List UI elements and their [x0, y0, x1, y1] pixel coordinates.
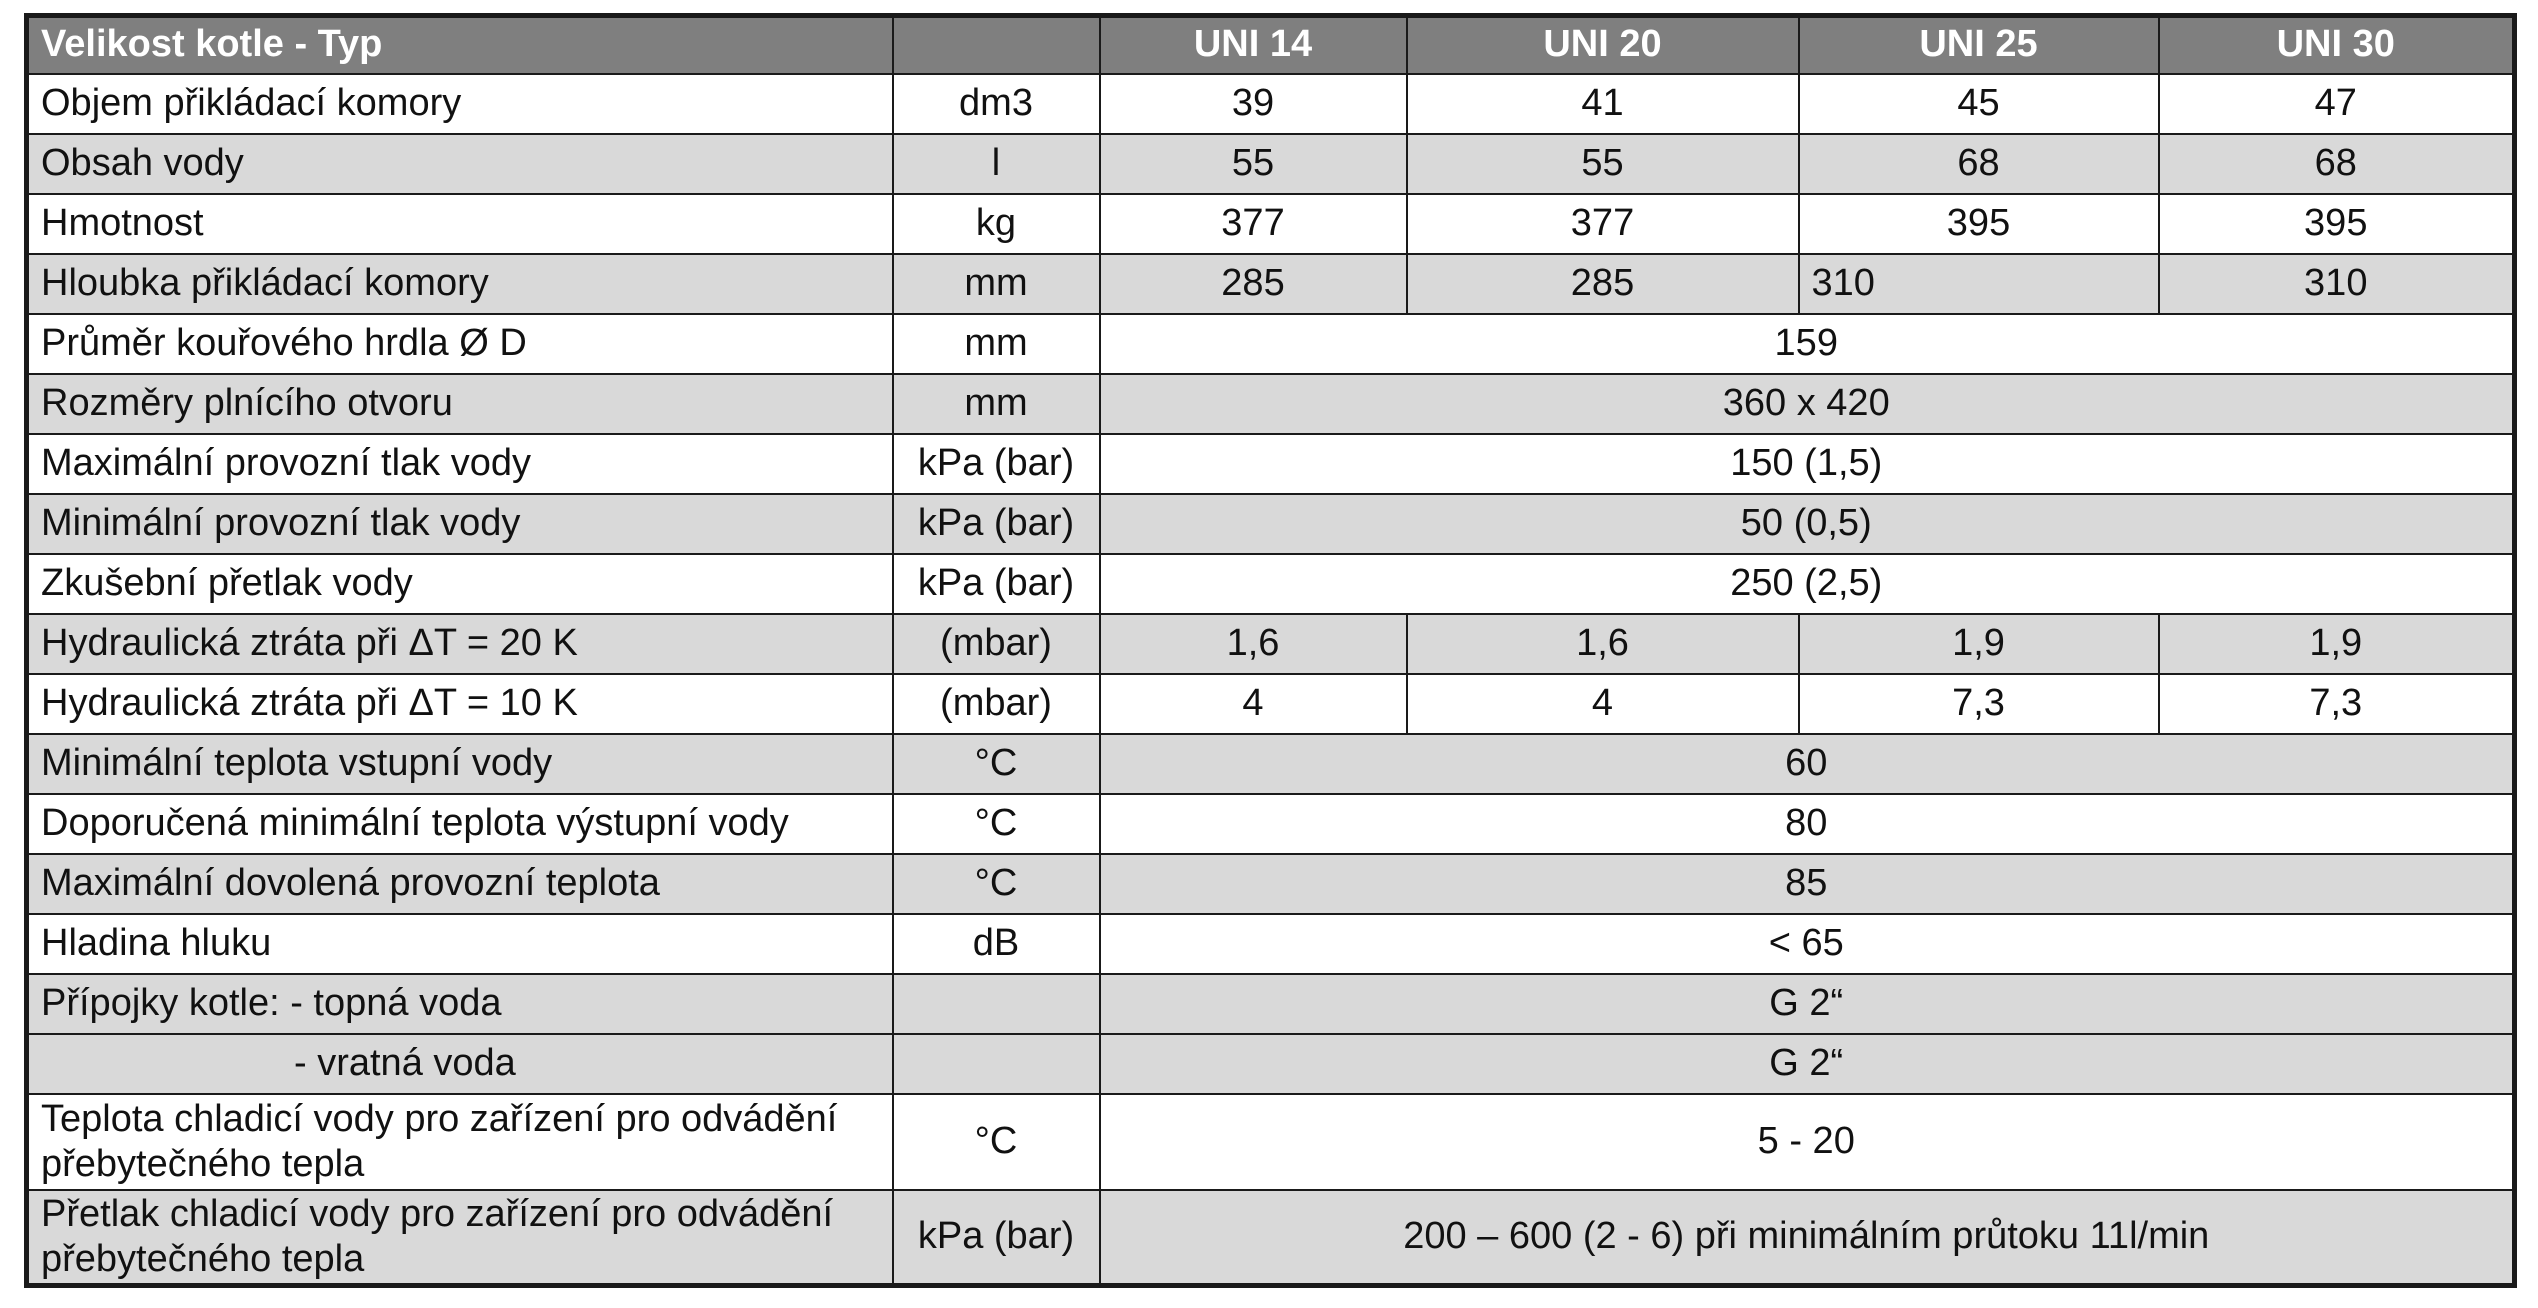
- table-row: [27, 434, 2515, 494]
- table-row: [27, 734, 2515, 794]
- header-model-uni14: UNI 14: [1100, 16, 1407, 74]
- row-value: 47: [2159, 74, 2515, 134]
- row-value: 159: [1100, 314, 2515, 374]
- row-value: 4: [1100, 674, 1407, 734]
- row-label: Obsah vody: [27, 134, 893, 194]
- row-unit: kg: [893, 194, 1100, 254]
- row-label: Zkušební přetlak vody: [27, 554, 893, 614]
- row-value: 68: [2159, 134, 2515, 194]
- row-value: 45: [1799, 74, 2159, 134]
- row-unit: mm: [893, 314, 1100, 374]
- row-unit: [893, 974, 1100, 1034]
- table-row: [27, 1190, 2515, 1286]
- row-unit: mm: [893, 374, 1100, 434]
- header-model-uni20: UNI 20: [1407, 16, 1799, 74]
- row-value: 55: [1100, 134, 1407, 194]
- table-row: [27, 614, 2515, 674]
- row-value: 1,6: [1407, 614, 1799, 674]
- row-unit: [893, 1034, 1100, 1094]
- row-value: 1,9: [2159, 614, 2515, 674]
- table-row: [27, 134, 2515, 194]
- row-value: 4: [1407, 674, 1799, 734]
- table-row: [27, 1034, 2515, 1094]
- row-value: G 2“: [1100, 1034, 2515, 1094]
- row-value: 50 (0,5): [1100, 494, 2515, 554]
- table-row: [27, 374, 2515, 434]
- row-label: Průměr kouřového hrdla Ø D: [27, 314, 893, 374]
- header-title: Velikost kotle - Typ: [27, 16, 893, 74]
- row-value: 310: [1799, 254, 2159, 314]
- row-value: 7,3: [2159, 674, 2515, 734]
- header-model-uni30: UNI 30: [2159, 16, 2515, 74]
- row-label: Maximální provozní tlak vody: [27, 434, 893, 494]
- row-value: 285: [1407, 254, 1799, 314]
- table-row: [27, 854, 2515, 914]
- row-unit: kPa (bar): [893, 554, 1100, 614]
- row-value: 80: [1100, 794, 2515, 854]
- table-row: [27, 1094, 2515, 1190]
- header-model-uni25: UNI 25: [1799, 16, 2159, 74]
- table-row: [27, 254, 2515, 314]
- row-label: - vratná voda: [27, 1034, 893, 1094]
- row-label: Minimální provozní tlak vody: [27, 494, 893, 554]
- row-value: 200 – 600 (2 - 6) při minimálním průtoku 11l/min: [1100, 1190, 2515, 1286]
- row-value: 1,9: [1799, 614, 2159, 674]
- row-unit: mm: [893, 254, 1100, 314]
- row-label: Hydraulická ztráta při ΔT = 20 K: [27, 614, 893, 674]
- header-row: [27, 16, 2515, 74]
- row-unit: dm3: [893, 74, 1100, 134]
- row-label: Přetlak chladicí vody pro zařízení pro odvádění přebytečného tepla: [27, 1190, 893, 1286]
- row-value: 1,6: [1100, 614, 1407, 674]
- table-row: [27, 794, 2515, 854]
- row-value: 68: [1799, 134, 2159, 194]
- row-unit: °C: [893, 1094, 1100, 1190]
- row-value: 360 x 420: [1100, 374, 2515, 434]
- row-unit: kPa (bar): [893, 434, 1100, 494]
- row-unit: dB: [893, 914, 1100, 974]
- table-row: [27, 554, 2515, 614]
- row-value: 85: [1100, 854, 2515, 914]
- row-label: Hloubka přikládací komory: [27, 254, 893, 314]
- row-label: Teplota chladicí vody pro zařízení pro odvádění přebytečného tepla: [27, 1094, 893, 1190]
- row-value: 395: [2159, 194, 2515, 254]
- row-value: 310: [2159, 254, 2515, 314]
- table-row: [27, 194, 2515, 254]
- table-row: [27, 914, 2515, 974]
- row-unit: kPa (bar): [893, 1190, 1100, 1286]
- row-unit: °C: [893, 794, 1100, 854]
- header-unit: [893, 16, 1100, 74]
- row-label: Hydraulická ztráta při ΔT = 10 K: [27, 674, 893, 734]
- row-unit: (mbar): [893, 614, 1100, 674]
- row-value: 250 (2,5): [1100, 554, 2515, 614]
- row-value: 60: [1100, 734, 2515, 794]
- row-value: 41: [1407, 74, 1799, 134]
- row-value: 285: [1100, 254, 1407, 314]
- row-value: 395: [1799, 194, 2159, 254]
- table-row: [27, 674, 2515, 734]
- row-label: Hmotnost: [27, 194, 893, 254]
- table-row: [27, 974, 2515, 1034]
- row-value: 7,3: [1799, 674, 2159, 734]
- boiler-spec-table: [24, 13, 2517, 1288]
- table-row: [27, 494, 2515, 554]
- row-label: Minimální teplota vstupní vody: [27, 734, 893, 794]
- row-label: Objem přikládací komory: [27, 74, 893, 134]
- row-value: G 2“: [1100, 974, 2515, 1034]
- row-label: Doporučená minimální teplota výstupní vody: [27, 794, 893, 854]
- row-label: Přípojky kotle: - topná voda: [27, 974, 893, 1034]
- row-label: Maximální dovolená provozní teplota: [27, 854, 893, 914]
- row-unit: l: [893, 134, 1100, 194]
- row-unit: kPa (bar): [893, 494, 1100, 554]
- row-label: Hladina hluku: [27, 914, 893, 974]
- row-unit: °C: [893, 854, 1100, 914]
- row-unit: (mbar): [893, 674, 1100, 734]
- row-value: 377: [1407, 194, 1799, 254]
- row-value: 5 - 20: [1100, 1094, 2515, 1190]
- table-row: [27, 74, 2515, 134]
- row-value: 39: [1100, 74, 1407, 134]
- row-value: < 65: [1100, 914, 2515, 974]
- row-value: 377: [1100, 194, 1407, 254]
- row-value: 55: [1407, 134, 1799, 194]
- row-value: 150 (1,5): [1100, 434, 2515, 494]
- row-unit: °C: [893, 734, 1100, 794]
- row-label: Rozměry plnícího otvoru: [27, 374, 893, 434]
- table-row: [27, 314, 2515, 374]
